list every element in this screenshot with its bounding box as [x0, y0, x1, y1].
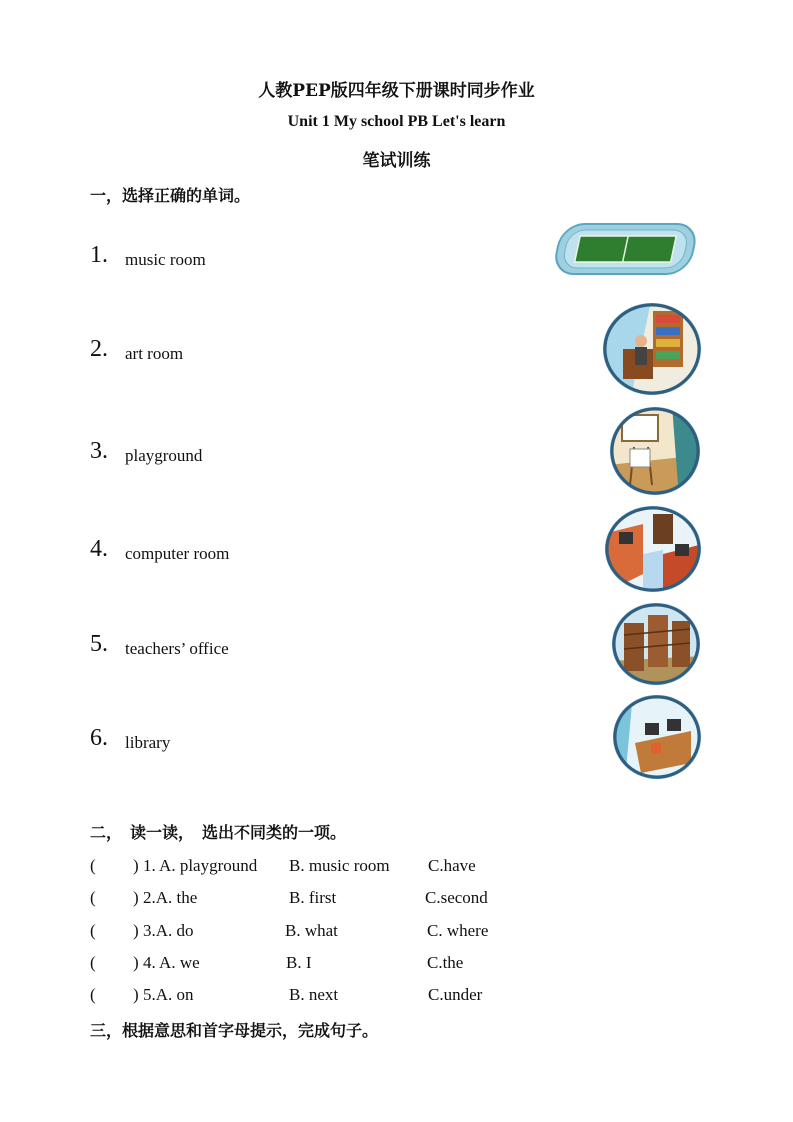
question-row — [90, 953, 540, 977]
item-word: teachers’ office — [125, 639, 229, 658]
answer-paren-left: ( — [90, 953, 96, 972]
teachers-office-icon — [611, 693, 703, 781]
library-icon — [601, 301, 703, 397]
option-c: C.second — [425, 888, 488, 907]
answer-paren-left: ( — [90, 985, 96, 1004]
option-b: B. I — [286, 953, 312, 972]
option-c: C. where — [427, 921, 489, 940]
option-b: B. music room — [289, 856, 390, 875]
option-c: C.the — [427, 953, 464, 972]
answer-paren-left: ( — [90, 888, 96, 907]
option-a: 2.A. the — [143, 888, 198, 907]
answer-paren-left: ( — [90, 856, 96, 875]
question-row — [90, 921, 540, 945]
option-a: 5.A. on — [143, 985, 194, 1004]
answer-paren-right[interactable]: ) — [133, 985, 139, 1004]
item-word: library — [125, 733, 171, 752]
section1-heading: 一，选择正确的单词。 — [90, 186, 251, 205]
bookshelves-icon — [610, 601, 702, 687]
option-a: 1. A. playground — [143, 856, 258, 875]
option-a: 3.A. do — [143, 921, 194, 940]
option-c: C.under — [428, 985, 483, 1004]
page-title: 人教PEP版四年级下册课时同步作业 — [258, 81, 535, 101]
section3-heading: 三，根据意思和首字母提示，完成句子。 — [90, 1021, 379, 1040]
question-row — [90, 888, 540, 912]
option-b: B. what — [285, 921, 338, 940]
option-c: C.have — [428, 856, 476, 875]
option-a: 4. A. we — [143, 953, 200, 972]
item-number: 3. — [90, 438, 108, 464]
item-number: 6. — [90, 725, 108, 751]
unit-title: Unit 1 My school PB Let's learn — [287, 113, 506, 130]
question-row — [90, 985, 540, 1009]
item-number: 5. — [90, 631, 108, 657]
item-word: music room — [125, 250, 206, 269]
answer-paren-right[interactable]: ) — [133, 921, 139, 940]
item-number: 4. — [90, 536, 108, 562]
page-subtitle: 笔试训练 — [362, 151, 431, 171]
option-b: B. first — [289, 888, 337, 907]
item-word: art room — [125, 344, 184, 363]
item-number: 2. — [90, 336, 108, 362]
answer-paren-left: ( — [90, 921, 96, 940]
answer-paren-right[interactable]: ) — [133, 856, 139, 875]
art-room-icon — [608, 405, 702, 497]
answer-paren-right[interactable]: ) — [133, 953, 139, 972]
option-b: B. next — [289, 985, 339, 1004]
section2-heading: 二， 读一读， 选出不同类的一项。 — [90, 823, 347, 842]
item-word: computer room — [125, 544, 230, 563]
question-row — [90, 856, 540, 880]
item-number: 1. — [90, 242, 108, 268]
playground-track-icon — [548, 218, 698, 284]
item-word: playground — [125, 446, 203, 465]
answer-paren-right[interactable]: ) — [133, 888, 139, 907]
computer-room-icon — [603, 504, 703, 594]
